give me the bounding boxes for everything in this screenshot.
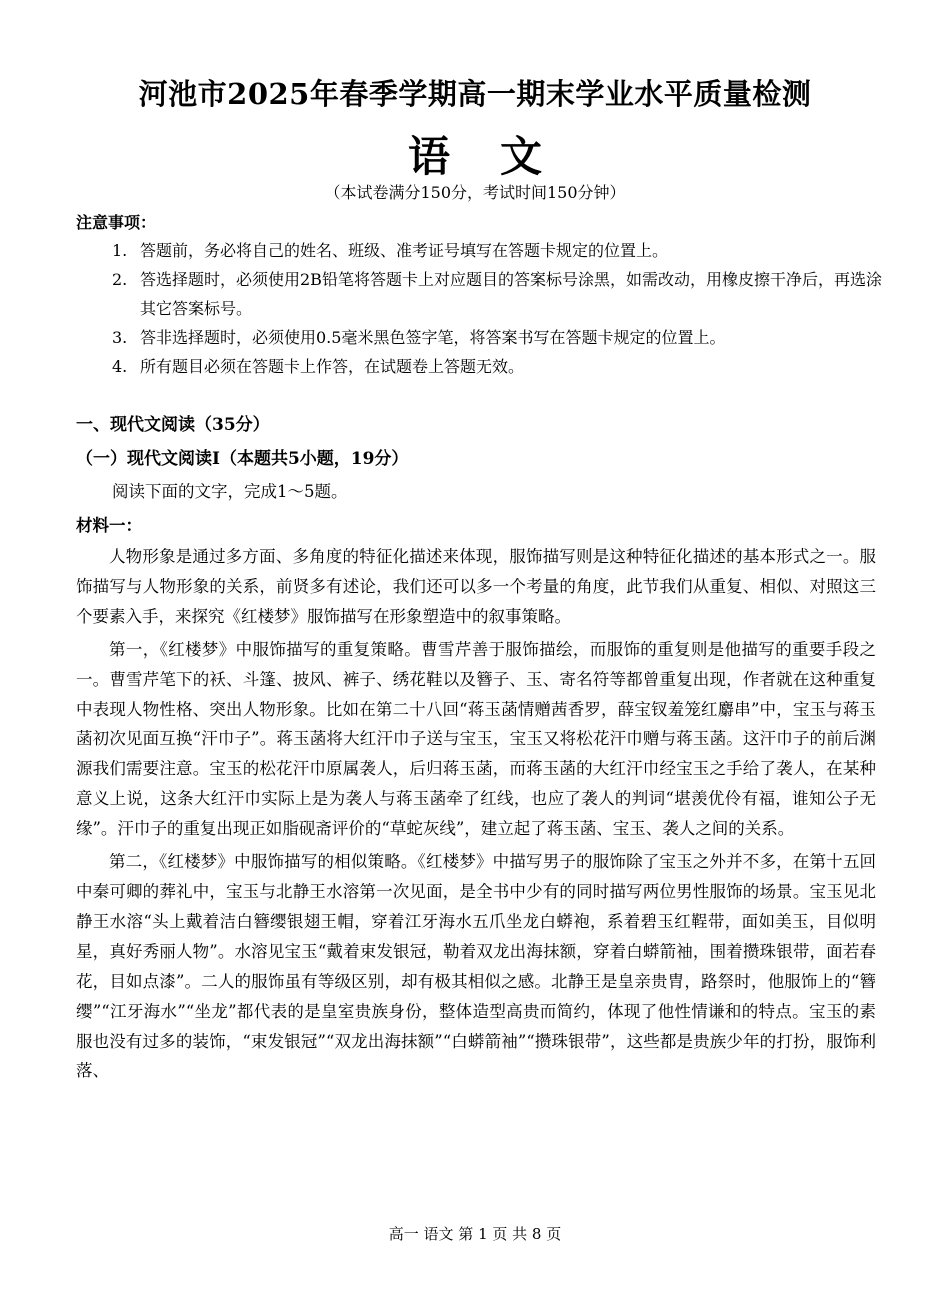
passage-paragraph: 第二，《红楼梦》中服饰描写的相似策略。《红楼梦》中描写男子的服饰除了宝玉之外并不多，在第十五回中秦可卿的葬礼中，宝玉与北静王水溶第一次见面，是全书中少有的同时描写两位男性服饰的场景。宝玉见北静王水溶“头上戴着洁白簪缨银翅王帽，穿着江牙海水五爪坐龙白蟒袍，系着碧玉红鞓带，面如美玉，目似明星，真好秀丽人物”。水溶见宝玉“戴着束发银冠，勒着双龙出海抹额，穿着白蟒箭袖，围着攒珠银带，面若春花，目如点漆”。二人的服饰虽有等级区别，却有极其相似之感。北静王是皇亲贵胄，路祭时，他服饰上的“簪缨”“江牙海水”“坐龙”都代表的是皇室贵族身份，整体造型高贵而简约，体现了他性情谦和的特点。宝玉的素服也没有过多的装饰，“束发银冠”“双龙出海抹额”“白蟒箭袖”“攒珠银带”，这些都是贵族少年的打扮，服饰利落、	[76, 852, 876, 1081]
notice-item	[112, 236, 882, 265]
page-footer: 高一 语文 第 1 页 共 8 页	[388, 1225, 562, 1243]
exam-info: （本试卷满分150分，考试时间150分钟）	[324, 183, 626, 202]
section-heading: 一、现代文阅读（35分）	[76, 415, 270, 435]
notice-heading: 注意事项：	[76, 213, 157, 232]
notice-item-number: 2.	[112, 270, 128, 289]
notice-item	[112, 352, 882, 381]
notice-item-number: 4.	[112, 357, 128, 376]
passage-paragraph: 人物形象是通过多方面、多角度的特征化描述来体现，服饰描写则是这种特征化描述的基本形式之一。服饰描写与人物形象的关系，前贤多有述论，我们还可以多一个考量的角度，此节我们从重复、相似、对照这三个要素入手，来探究《红楼梦》服饰描写在形象塑造中的叙事策略。	[76, 547, 876, 626]
subject-char-2: 文	[500, 132, 543, 181]
notice-item-number: 3.	[112, 328, 128, 347]
reading-passage	[76, 542, 876, 1089]
subject-char-1: 语	[407, 132, 450, 181]
reading-instruction: 阅读下面的文字，完成1～5题。	[112, 482, 348, 501]
material-label: 材料一：	[76, 516, 142, 535]
notice-item-text: 答非选择题时，必须使用0.5毫米黑色签字笔，将答案书写在答题卡规定的位置上。	[140, 328, 726, 347]
exam-title: 河池市2025年春季学期高一期末学业水平质量检测	[138, 77, 812, 111]
notice-item-text: 答题前，务必将自己的姓名、班级、准考证号填写在答题卡规定的位置上。	[140, 241, 669, 260]
notice-item-text: 所有题目必须在答题卡上作答，在试题卷上答题无效。	[140, 357, 525, 376]
notice-item-number: 1.	[112, 241, 128, 260]
notice-item	[112, 323, 882, 352]
notice-item-text: 答选择题时，必须使用2B铅笔将答题卡上对应题目的答案标号涂黑，如需改动，用橡皮擦干净后，再选涂其它答案标号。	[140, 270, 882, 318]
passage-paragraph: 第一，《红楼梦》中服饰描写的重复策略。曹雪芹善于服饰描绘，而服饰的重复则是他描写的重要手段之一。曹雪芹笔下的袄、斗篷、披风、裤子、绣花鞋以及簪子、玉、寄名符等都曾重复出现，作者就在这种重复中表现人物性格、突出人物形象。比如在第二十八回“蒋玉菡情赠茜香罗，薛宝钗羞笼红麝串”中，宝玉与蒋玉菡初次见面互换“汗巾子”。蒋玉菡将大红汗巾子送与宝玉，宝玉又将松花汗巾赠与蒋玉菡。这汗巾子的前后渊源我们需要注意。宝玉的松花汗巾原属袭人，后归蒋玉菡，而蒋玉菡的大红汗巾经宝玉之手给了袭人，在某种意义上说，这条大红汗巾实际上是为袭人与蒋玉菡牵了红线，也应了袭人的判词“堪羡优伶有福，谁知公子无缘”。汗巾子的重复出现正如脂砚斋评价的“草蛇灰线”，建立起了蒋玉菡、宝玉、袭人之间的关系。	[76, 639, 876, 839]
subject-title	[0, 124, 950, 184]
subsection-heading: （一）现代文阅读I（本题共5小题，19分）	[76, 449, 409, 469]
notice-list	[112, 236, 882, 381]
notice-item	[112, 265, 882, 323]
